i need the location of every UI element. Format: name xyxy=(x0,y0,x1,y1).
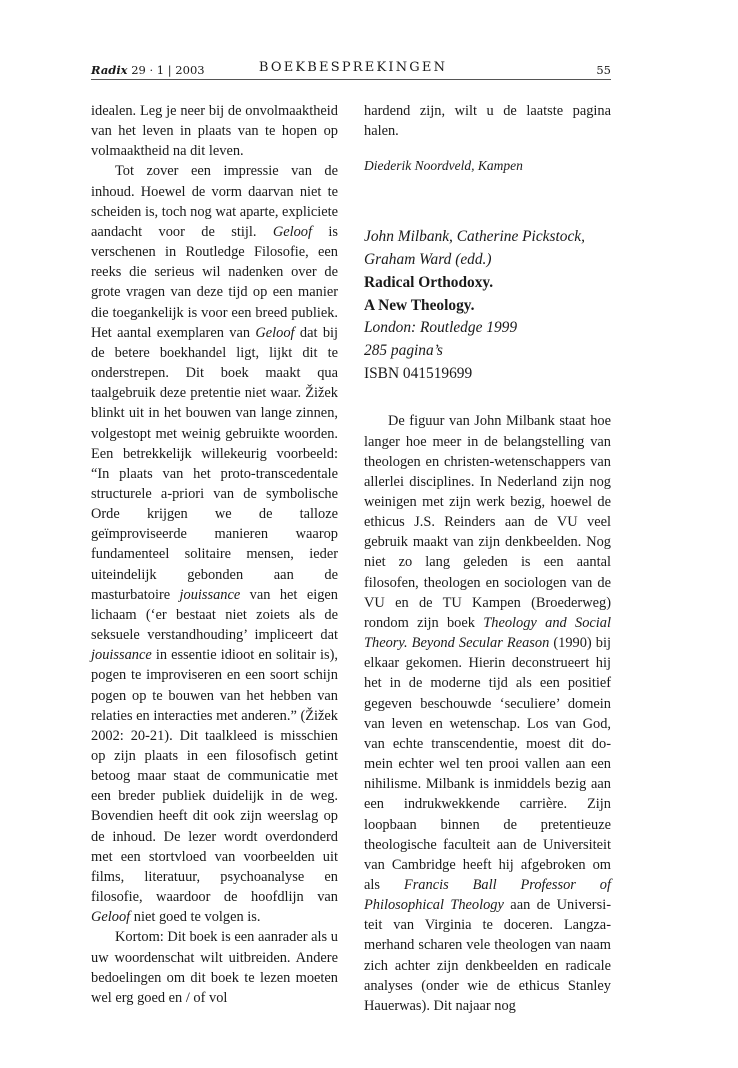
page-number: 55 xyxy=(596,63,611,77)
italic-term: jouissance xyxy=(91,647,152,664)
bib-title: Radical Orthodoxy. xyxy=(364,273,494,291)
header-rule xyxy=(91,79,611,80)
italic-term: jouissance xyxy=(179,586,241,603)
book-title: Geloof xyxy=(272,223,312,240)
bib-isbn: ISBN 041519699 xyxy=(364,364,473,382)
text-run: van het eigen lichaam (‘er bestaat niet zoiets als de seksuele verstandhouding’ impliceert dat xyxy=(91,586,338,644)
bib-publisher: London: Routledge 1999 xyxy=(364,319,518,337)
bib-title: A New Theology. xyxy=(364,296,475,314)
paragraph-conclusion xyxy=(91,927,338,1008)
text-run: (1990) bij elkaar gekomen. Hierin deconstrueert hij het in de moderne tijd als een positief gegeven beschouwde ‘seculiere’ domein van leven en wetenschap. Los van God, van echte transcendentie, moest dit domein echter wel ten prooi vallen aan een nihilisme. Milbank is inmiddels bezig aan een indrukwekkende carrière. Zijn loopbaan binnen de pretentieuze theologische faculteit aan de Universiteit van Cambridge heeft hij afgebroken om als xyxy=(364,635,611,893)
paragraph-continuation: hardend zijn, wilt u de laatste pagina halen. xyxy=(364,103,611,140)
italic-term: Francis Ball Professor of Philosophical Theology xyxy=(364,876,612,914)
text-run: Kortom: Dit boek is een aanrader als u uw woordenschat wilt uitbreiden. Andere bedoelingen om dit boek te lezen moeten wel erg goed en / of vol xyxy=(91,929,338,1006)
left-column xyxy=(91,101,338,1008)
book-title: Geloof xyxy=(91,909,131,926)
journal-name: Radix xyxy=(91,63,128,77)
bib-pages: 285 pagina’s xyxy=(364,341,443,359)
reviewer-signature: Diederik Noordveld, Kampen xyxy=(364,158,523,174)
text-run: idealen. Leg je neer bij de onvolmaaktheid van het leven in plaats van te hopen op volmaaktheid na dit leven. xyxy=(91,103,338,160)
bib-authors: Graham Ward (edd.) xyxy=(364,251,492,269)
text-run: dat bij de betere boekhandel ligt, lijkt dit te onderstrepen. Dit boek maakt qua taalgebruik deze pretentie niet waar. Žižek blinkt uit in het bouwen van lange zinnen, volgestopt met weinig gebruikte woorden. Een betrekkelijk willekeurig voorbeeld: “In plaats van het proto-transcedentale structurele a-priori van de symbolische Orde krijgen we de talloze geïmproviseerde manieren waarop fundamenteel solitaire mensen, ieder uiteindelijk gebonden aan de masturbatoire xyxy=(91,324,339,603)
book-title: Theology and Social Theory. Beyond Secular Reason xyxy=(364,614,611,652)
text-run: niet goed te volgen is. xyxy=(130,909,261,926)
text-run: aan de Universiteit van Virginia te doceren. Langzamerhand scharen vele theologen van naam zich achter zijn denkbeelden en radicale analyses (onder wie de ethicus Stanley Hauerwas). Dit najaar nog xyxy=(364,897,611,1014)
paragraph-continuation xyxy=(91,101,338,161)
journal-citation xyxy=(91,63,205,77)
text-run: is verschenen in Routledge Filosofie, een reeks die serieus wil nadenken over de grote vragen van deze tijd op een manier die toegankelijk is voor een breed publiek. Het aantal exemplaren van xyxy=(91,223,338,341)
text-run: De figuur van John Milbank staat hoe langer hoe meer in de belangstelling van theologen en christen-wetenschappers van allerlei disciplines. In Nederland zijn nog weinigen met zijn werk bezig, hoewel de ethicus J.S. Reinders aan de VU veel gebruik maakt van zijn denkbeelden. Nog niet zo lang geleden is een aantal filosofen, theologen en sociologen van de VU en de TU Kampen (Broederweg) rondom zijn boek xyxy=(364,413,611,631)
section-title: BOEKBESPREKINGEN xyxy=(258,60,448,75)
book-bibliography xyxy=(364,226,611,385)
right-column xyxy=(364,101,611,1016)
paragraph-style-critique xyxy=(91,161,338,927)
journal-issue: 29 · 1 | 2003 xyxy=(131,63,205,77)
book-title: Geloof xyxy=(255,324,295,341)
text-run: in essentie idioot en solitair is), pogen te improviseren en een soort schijn pogen op te bouwen van het hebben van relaties en interacties met anderen.” (Žižek 2002: 20-21). Dit taalkleed is misschien op zijn plaats in een filosofisch getint betoog maar staat de communicatie met een breder publiek duidelijk in de weg. Bovendien heeft dit ook zijn weerslag op de inhoud. De lezer wordt overdonderd met een stortvloed van voorbeelden uit films, literatuur, psychoanalyse en filosofie, waardoor de hoofdlijn van xyxy=(91,647,338,906)
bib-authors: John Milbank, Catherine Pickstock, xyxy=(364,228,585,246)
text-run: Tot zover een impressie van de inhoud. Hoewel de vorm daarvan niet te scheiden is, toch nog wat aparte, expliciete aandacht voor de stijl. xyxy=(91,163,338,240)
paragraph-review-body xyxy=(364,411,611,1016)
